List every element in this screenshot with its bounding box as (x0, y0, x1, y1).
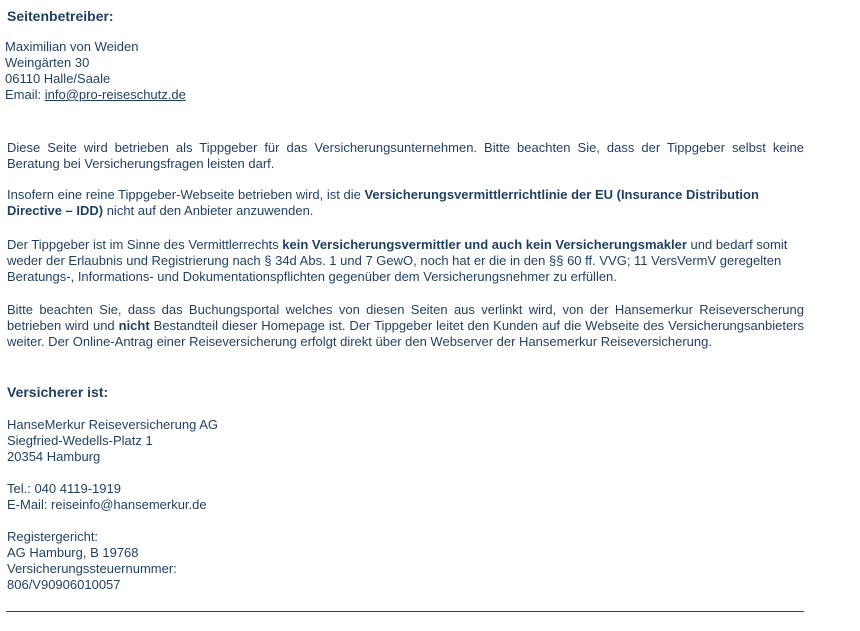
register-court: AG Hamburg, B 19768 (7, 545, 139, 560)
idd-text-a: Insofern eine reine Tippgeber-Webseite betrieben wird, ist die (7, 187, 365, 202)
insurer-street: Siegfried-Wedells-Platz 1 (7, 433, 153, 448)
insurer-city: 20354 Hamburg (7, 449, 101, 464)
idd-notice (7, 187, 812, 219)
insurer-contact (7, 481, 207, 513)
insurer-heading: Versicherer ist: (7, 384, 109, 400)
broker-bold: kein Versicherungsvermittler und auch kein Versicherungsmakler (282, 237, 687, 252)
insurer-address (7, 417, 218, 465)
broker-text-c: und bedarf somit weder der Erlaubnis und Registrierung nach § 34d Abs. 1 und 7 GewO, noch hat er die in den §§ 60 ff. VVG; 11 VersVermV geregelten Beratungs-, Informations- und Dokumentationspflichten gegenüber dem Versicherungsnehmer zu erfüllen. (7, 237, 788, 284)
register-court-label: Registergericht: (7, 529, 99, 544)
idd-text-c: nicht auf den Anbieter anzuwenden. (103, 203, 314, 218)
operator-email-line (5, 87, 186, 103)
tax-number-label: Versicherungssteuernummer: (7, 561, 177, 576)
operator-heading: Seitenbetreiber: (7, 8, 114, 24)
idd-bold: Versicherungsvermittlerrichtlinie der EU (Insurance Distribution Directive – IDD) (7, 187, 759, 218)
operator-address (5, 39, 186, 103)
insurer-name: HanseMerkur Reiseversicherung AG (7, 417, 218, 432)
broker-notice (7, 237, 812, 285)
tax-number: 806/V90906010057 (7, 577, 121, 592)
insurer-registry (7, 529, 177, 593)
portal-text-c: Bestandteil dieser Homepage ist. Der Tippgeber leitet den Kunden auf die Webseite des Versicherungsanbieters weiter. Der Online-Antrag einer Reiseversicherung erfolgt direkt über den Webserver der Hansemerkur Reiseversicherung. (7, 318, 804, 349)
insurer-email: E-Mail: reiseinfo@hansemerkur.de (7, 497, 207, 512)
operator-city: 06110 Halle/Saale (5, 71, 111, 86)
portal-notice (7, 302, 804, 350)
broker-text-a: Der Tippgeber ist im Sinne des Vermittlerrechts (7, 237, 283, 252)
insurer-phone: Tel.: 040 4119-1919 (7, 481, 121, 496)
portal-text-a: Bitte beachten Sie, dass das Buchungsportal welches von diesen Seiten aus verlinkt wird, von der Hansemerkur Reiseverscherung betrieben wird und (7, 302, 804, 333)
tipster-notice: Diese Seite wird betrieben als Tippgeber für das Versicherungsunternehmen. Bitte beachten Sie, dass der Tippgeber selbst keine Beratung bei Versicherungsfragen leisten darf. (7, 140, 804, 171)
operator-email-link[interactable]: info@pro-reiseschutz.de (44, 87, 186, 102)
operator-email-label: Email: (5, 87, 42, 102)
operator-name: Maximilian von Weiden (5, 39, 139, 54)
portal-bold: nicht (118, 318, 150, 333)
bottom-divider (6, 611, 804, 612)
operator-street: Weingärten 30 (5, 55, 90, 70)
